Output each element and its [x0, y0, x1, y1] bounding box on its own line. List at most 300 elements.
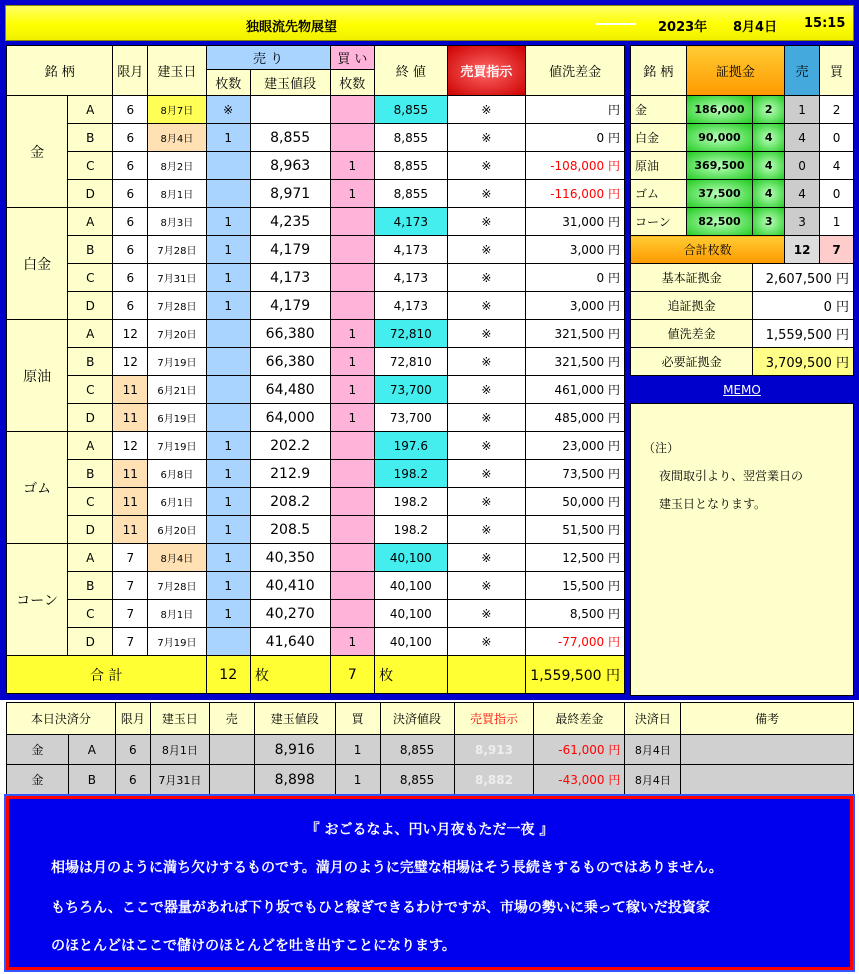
- row-signal: ※: [447, 292, 526, 320]
- margin-total-buy: 7: [820, 236, 854, 264]
- total-row: [7, 656, 625, 694]
- margin-total-sell: 12: [785, 236, 820, 264]
- row-close: 72,810: [375, 348, 447, 376]
- settle-header-date: 決済日: [625, 703, 681, 735]
- row-diff: 321,500 円: [526, 320, 625, 348]
- row-open-price: [250, 96, 330, 124]
- summary-value: 0 円: [753, 292, 854, 320]
- header-sell: 売 り: [206, 46, 330, 70]
- row-signal: ※: [447, 180, 526, 208]
- row-limit: 11: [113, 404, 148, 432]
- margin-sell: 4: [785, 124, 820, 152]
- row-limit: 11: [113, 488, 148, 516]
- row-buy-qty: [330, 236, 375, 264]
- row-open-price: 41,640: [250, 628, 330, 656]
- row-open-price: 8,963: [250, 152, 330, 180]
- row-open-date: 7月28日: [148, 572, 206, 600]
- settle-note: [681, 735, 854, 765]
- row-open-date: 8月3日: [148, 208, 206, 236]
- row-close: 4,173: [375, 236, 447, 264]
- row-signal: ※: [447, 208, 526, 236]
- group-name: 原油: [7, 320, 68, 432]
- settle-header-name: 本日決済分: [7, 703, 116, 735]
- row-sell-qty: 1: [206, 432, 250, 460]
- row-limit: 6: [113, 152, 148, 180]
- summary-label: 追証拠金: [631, 292, 753, 320]
- row-limit: 12: [113, 432, 148, 460]
- row-sub: C: [68, 152, 113, 180]
- row-diff: 31,000 円: [526, 208, 625, 236]
- row-buy-qty: [330, 208, 375, 236]
- row-open-date: 6月20日: [148, 516, 206, 544]
- row-sub: D: [68, 180, 113, 208]
- row-sell-qty: 1: [206, 208, 250, 236]
- row-buy-qty: 1: [330, 376, 375, 404]
- row-open-price: 64,000: [250, 404, 330, 432]
- header-diff: 値洗差金: [526, 46, 625, 96]
- margin-buy: 2: [820, 96, 854, 124]
- position-row: [7, 488, 625, 516]
- settle-buy: 1: [335, 765, 380, 795]
- position-row: [7, 404, 625, 432]
- row-close: 8,855: [375, 96, 447, 124]
- position-row: [7, 96, 625, 124]
- row-sell-qty: [206, 628, 250, 656]
- settle-header-open-date: 建玉日: [150, 703, 209, 735]
- header-signal: 売買指示: [447, 46, 526, 96]
- row-sell-qty: [206, 180, 250, 208]
- row-close: 4,173: [375, 208, 447, 236]
- summary-value: 2,607,500 円: [753, 264, 854, 292]
- settle-limit: 6: [115, 735, 150, 765]
- row-limit: 6: [113, 236, 148, 264]
- row-limit: 7: [113, 544, 148, 572]
- row-open-price: 4,235: [250, 208, 330, 236]
- row-limit: 6: [113, 96, 148, 124]
- margin-count: 4: [753, 180, 785, 208]
- margin-summary-row: [631, 292, 854, 320]
- margin-count: 4: [753, 124, 785, 152]
- row-signal: ※: [447, 264, 526, 292]
- row-signal: ※: [447, 460, 526, 488]
- row-sub: A: [68, 320, 113, 348]
- row-sub: A: [68, 96, 113, 124]
- row-limit: 12: [113, 320, 148, 348]
- row-buy-qty: [330, 488, 375, 516]
- row-sub: B: [68, 236, 113, 264]
- proverb-title: 『 おごるなよ、円い月夜もただ一夜 』: [305, 822, 554, 838]
- proverb-line: のほとんどはここで儲けのほとんどを吐き出すことになります。: [51, 938, 456, 954]
- position-row: [7, 460, 625, 488]
- row-close: 8,855: [375, 124, 447, 152]
- row-signal: ※: [447, 404, 526, 432]
- row-diff: 461,000 円: [526, 376, 625, 404]
- group-name: 金: [7, 96, 68, 208]
- total-label: 合 計: [7, 656, 207, 694]
- settle-limit: 6: [115, 765, 150, 795]
- row-diff: 12,500 円: [526, 544, 625, 572]
- margin-amount: 37,500: [686, 180, 753, 208]
- header-open-price: 建玉値段: [250, 70, 330, 96]
- row-buy-qty: 1: [330, 628, 375, 656]
- row-sell-qty: [206, 404, 250, 432]
- row-open-date: 7月19日: [148, 432, 206, 460]
- row-limit: 12: [113, 348, 148, 376]
- position-row: [7, 600, 625, 628]
- row-limit: 11: [113, 460, 148, 488]
- row-close: 40,100: [375, 600, 447, 628]
- row-limit: 7: [113, 572, 148, 600]
- margin-name: 原油: [631, 152, 687, 180]
- row-signal: ※: [447, 516, 526, 544]
- row-buy-qty: [330, 600, 375, 628]
- row-sell-qty: 1: [206, 460, 250, 488]
- settle-diff: -43,000 円: [534, 765, 625, 795]
- row-sell-qty: 1: [206, 600, 250, 628]
- margin-buy: 0: [820, 124, 854, 152]
- row-buy-qty: 1: [330, 404, 375, 432]
- row-buy-qty: [330, 292, 375, 320]
- total-sell-qty: 12: [206, 656, 250, 694]
- row-signal: ※: [447, 376, 526, 404]
- row-sub: D: [68, 404, 113, 432]
- position-row: [7, 516, 625, 544]
- row-sub: D: [68, 292, 113, 320]
- header-year: 2023年: [658, 20, 708, 35]
- margin-name: ゴム: [631, 180, 687, 208]
- row-close: 40,100: [375, 544, 447, 572]
- margin-total-label: 合計枚数: [631, 236, 785, 264]
- settle-settle-price: 8,855: [380, 735, 454, 765]
- row-open-price: 40,350: [250, 544, 330, 572]
- row-close: 40,100: [375, 628, 447, 656]
- row-open-date: 8月7日: [148, 96, 206, 124]
- settle-date: 8月4日: [625, 765, 681, 795]
- row-open-date: 7月28日: [148, 292, 206, 320]
- row-diff: -77,000 円: [526, 628, 625, 656]
- settle-buy: 1: [335, 735, 380, 765]
- row-open-price: 40,270: [250, 600, 330, 628]
- margin-header-buy: 買: [820, 46, 854, 96]
- row-sub: C: [68, 488, 113, 516]
- settle-signal: 8,913: [454, 735, 534, 765]
- settle-price: 8,898: [254, 765, 335, 795]
- margin-buy: 1: [820, 208, 854, 236]
- row-limit: 6: [113, 124, 148, 152]
- settlement-table: [6, 702, 854, 795]
- margin-summary-row: [631, 348, 854, 376]
- row-buy-qty: 1: [330, 348, 375, 376]
- row-open-price: 8,971: [250, 180, 330, 208]
- row-open-date: 7月19日: [148, 348, 206, 376]
- settle-date: 8月4日: [625, 735, 681, 765]
- row-buy-qty: 1: [330, 152, 375, 180]
- row-buy-qty: 1: [330, 180, 375, 208]
- row-buy-qty: [330, 432, 375, 460]
- positions-table: [6, 45, 625, 694]
- row-buy-qty: [330, 516, 375, 544]
- row-diff: 0 円: [526, 124, 625, 152]
- row-signal: ※: [447, 124, 526, 152]
- memo-link[interactable]: MEMO: [723, 383, 761, 397]
- position-row: [7, 208, 625, 236]
- summary-value: 3,709,500 円: [753, 348, 854, 376]
- row-sell-qty: 1: [206, 124, 250, 152]
- settle-sub: A: [68, 735, 115, 765]
- row-open-price: 4,173: [250, 264, 330, 292]
- settle-header-note: 備考: [681, 703, 854, 735]
- row-open-date: 7月31日: [148, 264, 206, 292]
- row-limit: 6: [113, 292, 148, 320]
- settle-header-price: 建玉値段: [254, 703, 335, 735]
- row-buy-qty: [330, 96, 375, 124]
- row-limit: 11: [113, 376, 148, 404]
- row-buy-qty: [330, 544, 375, 572]
- row-sub: C: [68, 264, 113, 292]
- row-sell-qty: [206, 152, 250, 180]
- row-close: 198.2: [375, 516, 447, 544]
- position-row: [7, 348, 625, 376]
- group-name: コーン: [7, 544, 68, 656]
- margin-count: 3: [753, 208, 785, 236]
- total-buy-unit: 枚: [375, 656, 447, 694]
- row-sell-qty: [206, 348, 250, 376]
- settle-name: 金: [7, 765, 69, 795]
- row-limit: 6: [113, 264, 148, 292]
- settle-diff: -61,000 円: [534, 735, 625, 765]
- settle-signal: 8,882: [454, 765, 534, 795]
- row-open-price: 66,380: [250, 348, 330, 376]
- row-open-price: 208.5: [250, 516, 330, 544]
- margin-buy: 0: [820, 180, 854, 208]
- row-open-date: 6月19日: [148, 404, 206, 432]
- total-sell-unit: 枚: [250, 656, 330, 694]
- settle-name: 金: [7, 735, 69, 765]
- row-signal: ※: [447, 236, 526, 264]
- row-close: 4,173: [375, 264, 447, 292]
- margin-row: [631, 152, 854, 180]
- row-sub: A: [68, 208, 113, 236]
- row-open-price: 40,410: [250, 572, 330, 600]
- title-bar: [5, 5, 854, 41]
- summary-value: 1,559,500 円: [753, 320, 854, 348]
- row-sell-qty: 1: [206, 488, 250, 516]
- summary-label: 必要証拠金: [631, 348, 753, 376]
- row-sell-qty: 1: [206, 236, 250, 264]
- row-open-date: 8月1日: [148, 180, 206, 208]
- row-diff: 23,000 円: [526, 432, 625, 460]
- header-time: 15:15: [804, 16, 846, 31]
- row-signal: ※: [447, 572, 526, 600]
- settle-note: [681, 765, 854, 795]
- row-limit: 11: [113, 516, 148, 544]
- row-diff: 15,500 円: [526, 572, 625, 600]
- row-diff: 485,000 円: [526, 404, 625, 432]
- margin-total-row: [631, 236, 854, 264]
- margin-count: 4: [753, 152, 785, 180]
- row-buy-qty: [330, 572, 375, 600]
- row-open-date: 7月28日: [148, 236, 206, 264]
- row-buy-qty: 1: [330, 320, 375, 348]
- settle-sell: [209, 735, 254, 765]
- row-close: 8,855: [375, 152, 447, 180]
- row-sub: A: [68, 432, 113, 460]
- settle-sub: B: [68, 765, 115, 795]
- position-row: [7, 180, 625, 208]
- row-open-date: 6月21日: [148, 376, 206, 404]
- title-bar-marker: [596, 23, 636, 25]
- position-row: [7, 628, 625, 656]
- margin-sell: 3: [785, 208, 820, 236]
- settle-open-date: 8月1日: [150, 735, 209, 765]
- margin-name: 白金: [631, 124, 687, 152]
- row-diff: 8,500 円: [526, 600, 625, 628]
- row-sell-qty: 1: [206, 572, 250, 600]
- header-date: 8月4日: [733, 20, 778, 35]
- row-sub: A: [68, 544, 113, 572]
- row-open-price: 66,380: [250, 320, 330, 348]
- summary-label: 値洗差金: [631, 320, 753, 348]
- position-row: [7, 152, 625, 180]
- row-signal: ※: [447, 96, 526, 124]
- row-sub: D: [68, 628, 113, 656]
- row-close: 8,855: [375, 180, 447, 208]
- margin-amount: 369,500: [686, 152, 753, 180]
- row-sub: B: [68, 572, 113, 600]
- position-row: [7, 572, 625, 600]
- row-close: 197.6: [375, 432, 447, 460]
- position-row: [7, 292, 625, 320]
- total-spacer: [447, 656, 526, 694]
- row-diff: -108,000 円: [526, 152, 625, 180]
- row-signal: ※: [447, 348, 526, 376]
- row-sell-qty: 1: [206, 544, 250, 572]
- margin-header-amount: 証拠金: [686, 46, 785, 96]
- row-diff: 円: [526, 96, 625, 124]
- row-signal: ※: [447, 320, 526, 348]
- row-sub: B: [68, 124, 113, 152]
- row-sub: B: [68, 460, 113, 488]
- row-sub: C: [68, 600, 113, 628]
- margin-amount: 186,000: [686, 96, 753, 124]
- row-sell-qty: [206, 376, 250, 404]
- header-buy: 買 い: [330, 46, 375, 70]
- margin-row: [631, 96, 854, 124]
- settle-settle-price: 8,855: [380, 765, 454, 795]
- settle-open-date: 7月31日: [150, 765, 209, 795]
- margin-row: [631, 208, 854, 236]
- settlement-row: [7, 765, 854, 795]
- row-signal: ※: [447, 544, 526, 572]
- row-close: 73,700: [375, 376, 447, 404]
- position-row: [7, 236, 625, 264]
- row-sell-qty: 1: [206, 264, 250, 292]
- margin-row: [631, 180, 854, 208]
- row-sell-qty: 1: [206, 516, 250, 544]
- row-open-date: 6月8日: [148, 460, 206, 488]
- settlement-row: [7, 735, 854, 765]
- row-diff: 73,500 円: [526, 460, 625, 488]
- row-signal: ※: [447, 432, 526, 460]
- row-diff: 51,500 円: [526, 516, 625, 544]
- margin-name: コーン: [631, 208, 687, 236]
- header-close: 終 値: [375, 46, 447, 96]
- row-close: 73,700: [375, 404, 447, 432]
- position-row: [7, 376, 625, 404]
- row-close: 72,810: [375, 320, 447, 348]
- row-diff: 50,000 円: [526, 488, 625, 516]
- row-signal: ※: [447, 488, 526, 516]
- proverb-line: 相場は月のように満ち欠けするものです。満月のように完璧な相場はそう長続きするものではありません。: [51, 860, 723, 876]
- margin-count: 2: [753, 96, 785, 124]
- row-signal: ※: [447, 152, 526, 180]
- summary-label: 基本証拠金: [631, 264, 753, 292]
- margin-row: [631, 124, 854, 152]
- settle-header-buy: 買: [335, 703, 380, 735]
- settle-header-settle-price: 決済値段: [380, 703, 454, 735]
- row-buy-qty: [330, 124, 375, 152]
- header-buy-qty: 枚数: [330, 70, 375, 96]
- row-diff: -116,000 円: [526, 180, 625, 208]
- position-row: [7, 432, 625, 460]
- margin-summary-row: [631, 264, 854, 292]
- group-name: 白金: [7, 208, 68, 320]
- row-open-price: 212.9: [250, 460, 330, 488]
- row-diff: 0 円: [526, 264, 625, 292]
- row-open-price: 64,480: [250, 376, 330, 404]
- row-buy-qty: [330, 264, 375, 292]
- row-close: 4,173: [375, 292, 447, 320]
- margin-name: 金: [631, 96, 687, 124]
- row-close: 40,100: [375, 572, 447, 600]
- row-open-date: 8月4日: [148, 544, 206, 572]
- margin-header-sell: 売: [785, 46, 820, 96]
- margin-buy: 4: [820, 152, 854, 180]
- settle-header-sell: 売: [209, 703, 254, 735]
- row-open-price: 4,179: [250, 236, 330, 264]
- row-sub: B: [68, 348, 113, 376]
- row-limit: 7: [113, 628, 148, 656]
- header-limit: 限月: [113, 46, 148, 96]
- proverb-box: [6, 796, 853, 970]
- margin-amount: 82,500: [686, 208, 753, 236]
- settle-header-diff: 最終差金: [534, 703, 625, 735]
- row-open-price: 202.2: [250, 432, 330, 460]
- row-open-date: 8月2日: [148, 152, 206, 180]
- memo-line: （注）: [643, 441, 680, 455]
- row-signal: ※: [447, 600, 526, 628]
- row-limit: 6: [113, 180, 148, 208]
- margin-table: [630, 45, 854, 376]
- row-open-price: 8,855: [250, 124, 330, 152]
- header-sell-qty: 枚数: [206, 70, 250, 96]
- row-signal: ※: [447, 628, 526, 656]
- row-buy-qty: [330, 460, 375, 488]
- position-row: [7, 264, 625, 292]
- settle-header-signal: 売買指示: [454, 703, 534, 735]
- memo-panel: [630, 403, 854, 696]
- row-open-date: 6月1日: [148, 488, 206, 516]
- row-close: 198.2: [375, 488, 447, 516]
- row-open-price: 4,179: [250, 292, 330, 320]
- margin-amount: 90,000: [686, 124, 753, 152]
- row-open-price: 208.2: [250, 488, 330, 516]
- position-row: [7, 124, 625, 152]
- row-open-date: 7月20日: [148, 320, 206, 348]
- total-diff: 1,559,500 円: [526, 656, 625, 694]
- page-title: 独眼流先物展望: [246, 20, 338, 35]
- row-open-date: 8月1日: [148, 600, 206, 628]
